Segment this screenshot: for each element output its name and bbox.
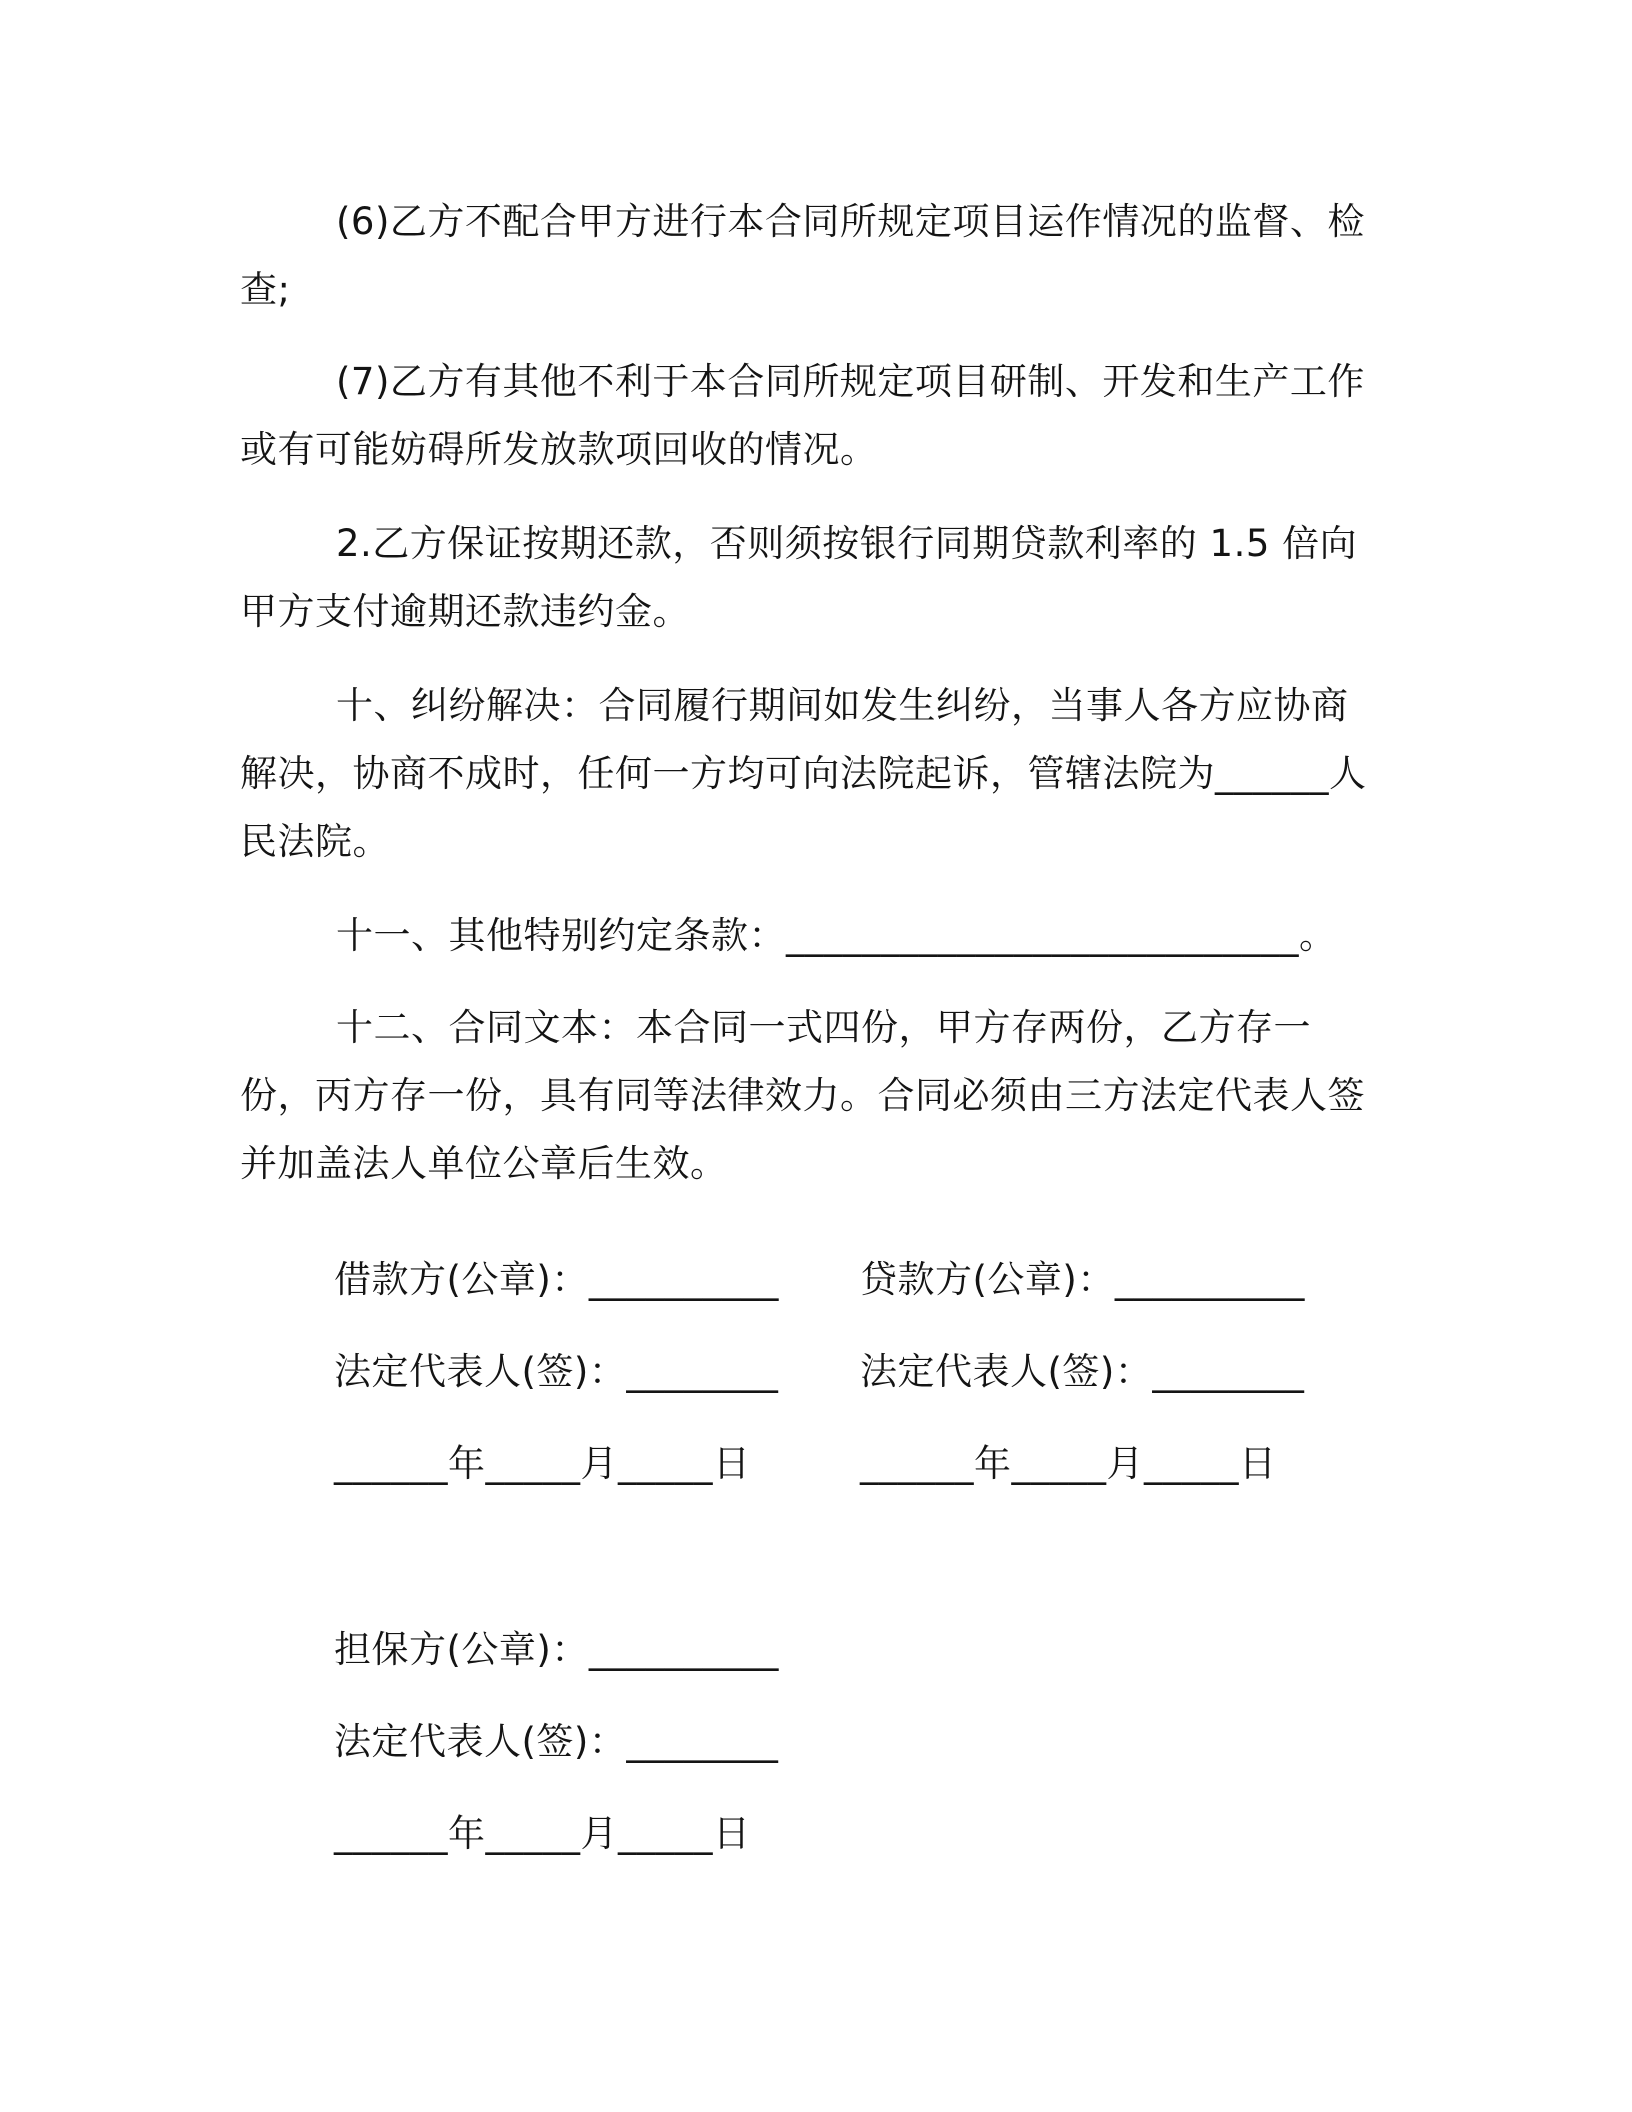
contract-body [240,188,1380,1198]
seal-row [334,1230,1334,1322]
lender-date-line: ______年_____月_____日 [860,1442,1277,1485]
clause-repayment-guarantee: 2.乙方保证按期还款，否则须按银行同期贷款利率的 1.5 倍向甲方支付逾期还款违约金。 [240,522,1358,633]
representative-row [334,1322,1334,1414]
clause-6: (6)乙方不配合甲方进行本合同所规定项目运作情况的监督、检查; [240,200,1365,311]
date-row [334,1414,1334,1506]
lender-representative-line: 法定代表人(签)：________ [860,1350,1305,1393]
clause-7: (7)乙方有其他不利于本合同所规定项目研制、开发和生产工作或有可能妨碍所发放款项回收的情况。 [240,360,1365,471]
guarantor-date-row [334,1784,934,1876]
clause-contract-copies: 十二、合同文本：本合同一式四份，甲方存两份，乙方存一份，丙方存一份，具有同等法律效力。合同必须由三方法定代表人签并加盖法人单位公章后生效。 [240,1006,1365,1185]
guarantor-seal-row [334,1600,934,1692]
clause-dispute-resolution: 十、纠纷解决：合同履行期间如发生纠纷，当事人各方应协商解决，协商不成时，任何一方均可向法院起诉，管辖法院为______人民法院。 [240,684,1367,863]
borrower-representative-line: 法定代表人(签)：________ [334,1350,779,1393]
clause-special-terms: 十一、其他特别约定条款：___________________________。 [336,914,1337,957]
guarantor-representative-line: 法定代表人(签)：________ [334,1720,779,1763]
signature-block [334,1230,1334,1506]
borrower-date-line: ______年_____月_____日 [334,1442,751,1485]
guarantor-date-line: ______年_____月_____日 [334,1812,751,1855]
lender-seal-line: 贷款方(公章)：__________ [860,1258,1305,1301]
guarantor-seal-line: 担保方(公章)：__________ [334,1628,779,1671]
guarantor-representative-row [334,1692,934,1784]
guarantor-signature-block [334,1600,934,1876]
borrower-seal-line: 借款方(公章)：__________ [334,1258,779,1301]
